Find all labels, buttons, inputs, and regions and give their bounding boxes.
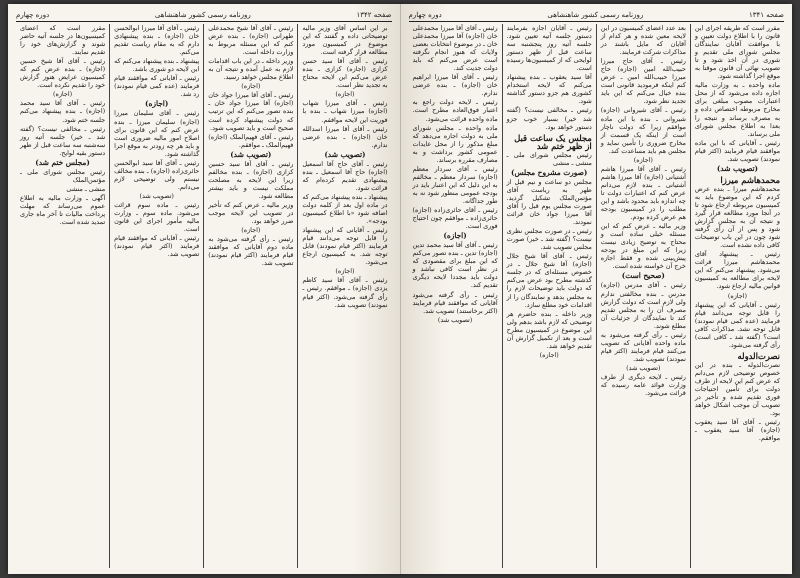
paragraph: وزیر داخله ـ بنده حاضرم هر توضیحی که لازم باشد بدهم ولی این موضوع در کمیسیون مطرح است و بعد از تکمیل گزارش آن تقدیم خواهد شد. bbox=[506, 309, 592, 350]
paragraph: رئیس ـ آقای آقا سید یعقوب (اجازه) آقا سید یعقوب ـ موافقم. bbox=[694, 418, 780, 443]
left-page-columns bbox=[16, 24, 392, 568]
paragraph: بر این اساس آقای وزیر مالیه توضیحاتی داده و گفتند که این موضوع در کمیسیون مورد مطالعه قرار گرفته است. bbox=[302, 24, 388, 57]
paragraph: رئیس ـ آقای آقا شیخ جلال (اجازه) آقا شیخ جلال ـ در خصوص مسئله‌ای که در جلسه گذشته مطرح بود عرض می‌کنم که دولت باید توضیحات لازم را به مجلس بدهد و نمایندگان را از اقدامات خود مطلع سازد. bbox=[506, 252, 592, 309]
paragraph: رئیس ـ مخالفی نیست؟ (گفته شد ـ خیر) جلسه آتیه روز سه‌شنبه سه ساعت قبل از ظهر دستور بقیه لوایح. bbox=[20, 124, 106, 157]
paragraph: نصرت‌الدوله ـ بنده در این خصوص توضیحی لازم می‌دانم که عرض کنم این لایحه از طرف دولت برای تأمین احتیاجات فوری تقدیم شده و تأخیر در تصویب آن موجب اشکال خواهد بود. bbox=[694, 360, 780, 418]
paragraph: رئیس ـ لایحه دیگری از طرف وزارت فوائد عامه رسیده که قرائت می‌شود. bbox=[600, 372, 686, 398]
period-label: دوره چهارم bbox=[408, 10, 442, 19]
period-label: دوره چهارم bbox=[16, 10, 50, 19]
paragraph: رئیس ـ آقایانی که موافقند قیام فرمایند (اکثر قیام نمودند) تصویب شد. bbox=[114, 234, 200, 259]
paragraph: رئیس ـ رأی گرفته می‌شود به ماده دوم آقایانی که موافقند قیام فرمایند (اکثر قیام نمودند) تصویب شد. bbox=[208, 235, 294, 268]
paragraph: آقا سید یعقوب ـ بنده پیشنهاد می‌کنم که لایحه استخدام کشوری هم جزو دستور گذاشته شود. bbox=[506, 73, 592, 106]
item-title: (تصویب شد) bbox=[716, 163, 759, 173]
centered-note: (اجازه) bbox=[241, 226, 261, 235]
paragraph: ماده واحده ـ به وزارت مالیه اجازه داده می‌شود که از محل اعتبارات مصوب مبلغی برای مخارج مربوطه اختصاص داده و به مصرف برساند و نتیجه را بعدا به اطلاع مجلس شورای ملی برساند. bbox=[694, 81, 780, 138]
left-page-header bbox=[16, 8, 392, 22]
paragraph: رئیس ـ آقای حائری‌زاده (اجازه) حائری‌زاده ـ موافقم چون احتیاج فوری است. bbox=[412, 206, 498, 231]
paragraph: رئیس ـ آقای آقا میرزا هاشم آشتیانی (اجازه) آقا میرزا هاشم آشتیانی ـ بنده لازم می‌دانم عرض کنم که اعتبارات دولت تا چه اندازه باید محدود باشد و این مطلب را در کمیسیون بودجه هم عرض کرده بودم. bbox=[600, 164, 686, 222]
paragraph: رئیس ـ آقای میرزا شهاب (اجازه) میرزا شهاب ـ بنده با فوریت این لایحه موافقم. bbox=[302, 99, 388, 124]
paragraph: رئیس ـ آقای آقا سید حسین کزازی (اجازه) ـ بنده مخالفم زیرا این لایحه به مصلحت مملکت نیست و باید بیشتر مطالعه شود. bbox=[208, 159, 294, 200]
item-title: (مجلس ختم شد) bbox=[35, 157, 90, 167]
paragraph: رئیس ـ ماده سوم قرائت می‌شود. ماده سوم ـ وزارت مالیه مأمور اجرای این قانون است. bbox=[114, 200, 200, 234]
paragraph: مجلس دو ساعت و نیم قبل از ظهر به ریاست آقای مؤتمن‌الملک تشکیل گردید. صورت مجلس یوم قبل را آقای آقا میرزا جواد خان قرائت نمودند. bbox=[506, 177, 592, 227]
text-column bbox=[110, 24, 204, 568]
paragraph: رئیس ـ آقای حاج آقا اسمعیل (اجازه) حاج آقا اسمعیل ـ بنده پیشنهادی تقدیم کرده‌ام که قرائت شود. bbox=[302, 159, 388, 192]
paragraph: رئیس ـ آقای آقا میرزا محمدعلی خان (اجازه) آقا میرزا محمدعلی خان ـ در موضوع انتخابات بعضی ولایات که هنوز انجام نگرفته است عرض می‌کنم که باید دولت جدیت کند. bbox=[412, 24, 498, 73]
paragraph: رئیس ـ رأی گرفته می‌شود آقایانی که موافقند قیام فرمایند (اکثر برخاستند) تصویب شد. bbox=[412, 290, 498, 315]
speaker-heading: نصرت‌الدوله bbox=[737, 350, 780, 361]
paragraph: رئیس ـ آقای آقا میرزا ابراهیم خان (اجازه) ـ بنده عرضی ندارم. bbox=[412, 73, 498, 98]
paragraph: رئیس ـ آقای سردار معظم (اجازه) سردار معظم ـ مخالفم به این دلیل که این اعتبار باید در بودجه عمومی منظور شود نه به طور جداگانه. bbox=[412, 164, 498, 205]
paragraph: مقرر است که طریقه اجرای این قانون را با اطلاع دولت تعیین و با موافقت آقایان نمایندگان مجلس شورای ملی تقدیم و شوری در آن اخذ شود و تا تصویب نهائی آن قانون موقتا به موقع اجرا گذاشته شود. bbox=[694, 24, 780, 81]
paragraph: رئیس ـ آقایانی که این پیشنهاد را قابل توجه می‌دانند قیام فرمایند (عده کمی قیام نمودند) قابل توجه نشد. مذاکرات کافی است؟ (گفته شد ـ کافی است) رأی گرفته می‌شود. bbox=[694, 300, 780, 349]
right-page-columns bbox=[409, 24, 785, 568]
centered-note: (تصویب شد) bbox=[626, 363, 661, 372]
left-page bbox=[8, 4, 400, 574]
paragraph: وزیر مالیه ـ عرض کنم که تأخیر در تصویب این لایحه موجب ضرر خواهد بود. bbox=[208, 200, 294, 226]
paragraph: رئیس ـ مخالفی نیست؟ (گفته شد خیر) بسیار خوب جزو دستور خواهد بود. bbox=[506, 106, 592, 131]
text-column bbox=[409, 24, 503, 568]
text-column bbox=[503, 24, 597, 568]
paragraph: رئیس مجلس شورای ملی ـ مؤتمن‌الملک bbox=[20, 167, 106, 184]
page-number: صفحه ۱۳۴۲ bbox=[356, 10, 392, 19]
paragraph: ماده واحده ـ مجلس شورای ملی به دولت اجازه می‌دهد که مبلغ مذکور را از محل عایدات عمومی کشور برداشت و به مصارف مقرره برساند. bbox=[412, 123, 498, 164]
paragraph: رئیس ـ آقای آقا سید محمد (اجازه) ـ بنده پیشنهاد می‌کنم جلسه ختم شود. bbox=[20, 99, 106, 124]
centered-note: (اجازه) bbox=[335, 90, 355, 99]
paragraph: رئیس ـ رأی گرفته می‌شود به ماده واحده آقایانی که تصویب می‌کنند قیام فرمایند (اکثر قیام نمودند) تصویب شد. bbox=[600, 330, 686, 363]
right-page-header bbox=[409, 8, 785, 22]
centered-note: (تصویب شد) bbox=[437, 315, 473, 324]
text-column bbox=[16, 24, 110, 568]
speaker-heading: مجلس یک ساعت قبل از ظهر ختم شد bbox=[514, 132, 592, 151]
paragraph: رئیس ـ پیشنهاد آقای محمدهاشم میرزا قرائت می‌شود. پیشنهاد می‌کنم که این لایحه برای مطالعه به کمیسیون قوانین مالیه ارجاع شود. bbox=[694, 250, 780, 291]
newspaper-spread bbox=[8, 4, 792, 574]
paragraph: منشی ـ منشی bbox=[66, 184, 106, 193]
paragraph: مقرر است که اعضای کمیسیون‌ها در جلسه آتیه حاضر شوند و گزارش‌های خود را تقدیم نمایند. bbox=[20, 24, 106, 57]
paragraph: بعد عدد اعضای کمیسیون در این لایحه معین شده و هر کدام از آقایان که مایل باشند در مذاکرات شرکت فرمایند. bbox=[600, 24, 686, 57]
paragraph: رئیس ـ آقای آقا میرزا ابوالحسن خان (اجازه) ـ بنده پیشنهادی دارم که به مقام ریاست تقدیم می‌کنم. bbox=[114, 24, 200, 57]
item-title: (اجازه) bbox=[443, 231, 467, 241]
paragraph: رئیس ـ آقای آقا سید محمد تدین (اجازه) تدین ـ بنده تصور می‌کنم که این مبلغ برای مقصودی که در نظر است کافی نباشد و دولت باید مجددا لایحه دیگری تقدیم کند. bbox=[412, 241, 498, 290]
centered-note: (اجازه) bbox=[727, 291, 747, 300]
paragraph: رئیس ـ آقایانی که این پیشنهاد را قابل توجه می‌دانند قیام فرمایند (اکثر قیام نمودند) قابل توجه شد. به کمیسیون ارجاع می‌شود. bbox=[302, 226, 388, 267]
paragraph: رئیس ـ آقای آقا میرزا اسدالله خان (اجازه) ـ بنده عرضی ندارم. bbox=[302, 124, 388, 149]
text-column bbox=[597, 24, 691, 568]
page-number: صفحه ۱۳۴۱ bbox=[748, 10, 784, 19]
paragraph: رئیس ـ آقای فهیم‌الملک (اجازه) فهیم‌الملک ـ موافقم. bbox=[208, 132, 294, 149]
text-column bbox=[298, 24, 391, 568]
centered-note: (اجازه) bbox=[633, 155, 653, 164]
paragraph: محمدهاشم میرزا ـ بنده عرض کردم که این موضوع باید به کمیسیون مربوطه ارجاع شود تا در آنجا مورد مطالعه قرار گیرد و نتیجه آن به مجلس گزارش شود و پس از آن رأی گرفته شود چون در این باب توضیحات کافی داده نشده است. bbox=[694, 184, 780, 250]
text-column bbox=[204, 24, 298, 568]
paragraph: پیشنهاد ـ بنده پیشنهاد می‌کنم که در ماده اول بعد از کلمه دولت اضافه شود «با اطلاع کمیسیون بودجه». bbox=[302, 192, 388, 226]
paragraph: رئیس ـ لایحه دولت راجع به اعتبار فوق‌العاده مطرح است. ماده واحده قرائت می‌شود. bbox=[412, 98, 498, 123]
text-column bbox=[691, 24, 784, 568]
item-title: (صورت مشروح مجلس) bbox=[511, 167, 588, 177]
centered-note: (اجازه) bbox=[241, 82, 261, 91]
paragraph: رئیس ـ آقای آقا شیخ محمدعلی طهرانی (اجازه) ـ بنده عرض کنم که این مسئله مربوط به وزارت داخله است. bbox=[208, 24, 294, 57]
centered-note: (اجازه) bbox=[53, 90, 73, 99]
paragraph: آگهی ـ وزارت مالیه به اطلاع عموم می‌رساند که مهلت پرداخت مالیات تا آخر ماه جاری تمدید شده است. bbox=[20, 193, 106, 227]
paragraph: پیشنهاد ـ بنده پیشنهاد می‌کنم که این لایحه دو شوری باشد. bbox=[114, 57, 200, 74]
paragraph: رئیس ـ آقای آقا سید کاظم یزدی (اجازه) ـ موافقم. رئیس ـ رأی گرفته می‌شود. (اکثر قیام نمودند) تصویب شد. bbox=[302, 276, 388, 309]
item-title: (تصویب شد) bbox=[324, 149, 366, 159]
paragraph: رئیس ـ آقای شیروانی (اجازه) شیروانی ـ بنده با این ماده موافقم زیرا که دولت ناچار است از اینکه یک قسمت از مخارج ضروری را تأمین نماید و مجلس هم باید مساعدت کند. bbox=[600, 106, 686, 155]
centered-note: (تصویب شد) bbox=[139, 191, 174, 200]
paragraph: رئیس ـ آقایان اجازه بفرمایند دستور جلسه آتیه تعیین شود. جلسه آتیه روز پنجشنبه سه ساعت قبل از ظهر دستور لوایحی که از کمیسیون‌ها رسیده است. bbox=[506, 24, 592, 73]
journal-title: روزنامه رسمی کشور شاهنشاهی bbox=[154, 10, 251, 19]
paragraph: وزیر داخله ـ در این باب اقدامات لازم به عمل آمده و نتیجه آن به اطلاع مجلس خواهد رسید. bbox=[208, 57, 294, 82]
paragraph: رئیس ـ آقایانی که با این ماده موافقند قیام فرمایند (اکثر قیام نمودند) تصویب شد. bbox=[694, 138, 780, 163]
paragraph: رئیس ـ آقای مدرس (اجازه) مدرس ـ بنده مخالفتی ندارم ولی لازم است که دولت گزارش مصرف آن را به مجلس تقدیم کند تا نمایندگان از جزئیات آن مطلع شوند. bbox=[600, 281, 686, 330]
paragraph: رئیس ـ آقای آقا سید ابوالحسن حائری‌زاده (اجازه) ـ بنده مخالف نیستم ولی توضیحی لازم می‌دانم. bbox=[114, 158, 200, 191]
item-title: (اجازه) bbox=[145, 99, 169, 109]
right-page bbox=[401, 4, 793, 574]
speaker-heading: محمدهاشم میرزا bbox=[720, 174, 780, 185]
item-title: (تصویب شد) bbox=[230, 149, 272, 159]
paragraph: رئیس مجلس شورای ملی ـ منشی ـ منشی bbox=[506, 150, 592, 167]
paragraph: رئیس ـ آقای آقا سید حسن کزازی (اجازه) کزازی ـ بنده عرض می‌کنم این لایحه محتاج به تجدید نظر است. bbox=[302, 57, 388, 90]
paragraph: رئیس ـ آقای آقا میرزا جواد خان (اجازه) آقا میرزا جواد خان ـ بنده تصور می‌کنم که این ترتیب که دولت پیشنهاد کرده است صحیح است و باید تصویب شود. bbox=[208, 91, 294, 132]
item-title: (صحیح است) bbox=[621, 271, 665, 281]
centered-note: (اجازه) bbox=[335, 267, 355, 276]
paragraph: رئیس ـ آقای حاج میرزا حبیب‌الله امین (اجازه) حاج میرزا حبیب‌الله امین ـ عرض کنم اینکه فرمودید قانونی است بنده خیال می‌کنم که این باید تجدید نظر شود. bbox=[600, 57, 686, 106]
paragraph: رئیس ـ آقای آقا شیخ حسین (اجازه) ـ بنده عرض کنم که کمیسیون عرایض هنوز گزارش خود را تقدیم نکرده است. bbox=[20, 57, 106, 90]
paragraph: رئیس ـ آقایانی که موافقند قیام فرمایند (عده کمی قیام نمودند) رد شد. bbox=[114, 74, 200, 99]
paragraph: رئیس ـ در صورت مجلس نظری نیست؟ (گفته شد ـ خیر) صورت مجلس تصویب شد. bbox=[506, 227, 592, 252]
centered-note: (اجازه) bbox=[539, 350, 559, 359]
paragraph: وزیر مالیه ـ عرض کنم که این مسئله خیلی ساده است و محتاج به توضیح زیادی نیست زیرا که این مبلغ در بودجه پیش‌بینی شده و فقط اجازه خرج آن خواسته شده است. bbox=[600, 222, 686, 271]
paragraph: رئیس ـ آقای سلیمان میرزا (اجازه) سلیمان میرزا ـ بنده عرض کنم که این قانون برای اصلاح امور مالیه ضروری است و باید هر چه زودتر به موقع اجرا گذاشته شود. bbox=[114, 109, 200, 158]
journal-title: روزنامه رسمی کشور شاهنشاهی bbox=[547, 10, 644, 19]
